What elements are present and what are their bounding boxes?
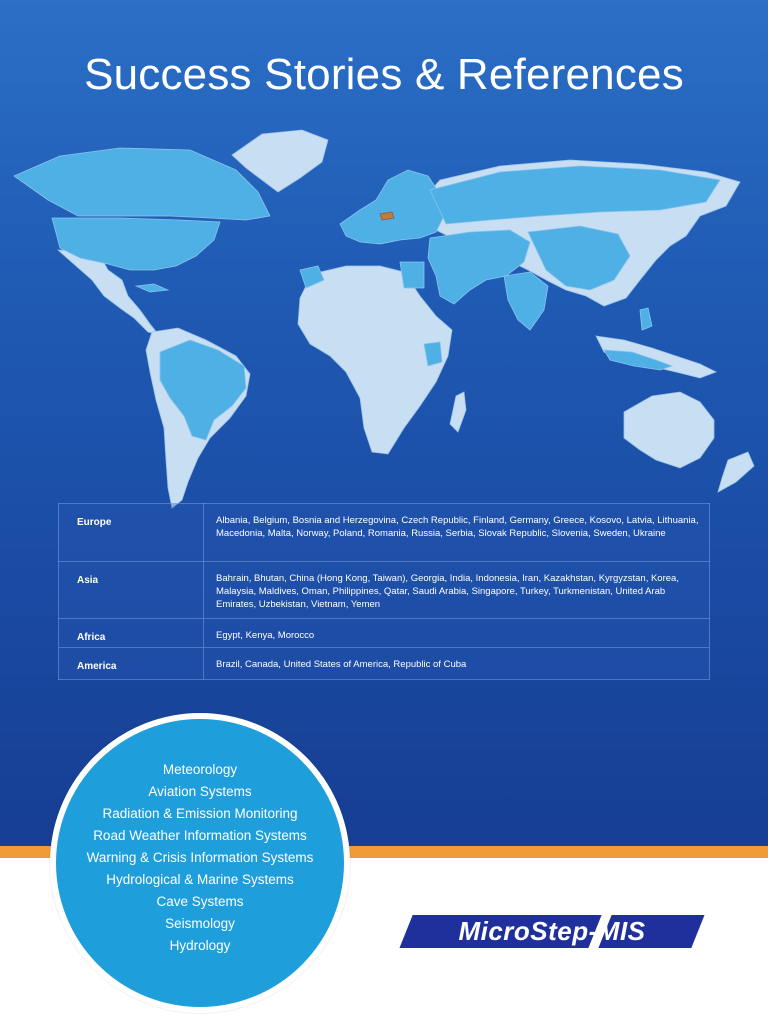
table-row [59,619,710,648]
service-item: Cave Systems [156,894,244,909]
map-europe [340,170,444,244]
company-logo [398,913,706,950]
region-countries: Bahrain, Bhutan, China (Hong Kong, Taiwan), Georgia, India, Indonesia, Iran, Kazakhstan, Kyrgyzstan, Korea, Malaysia, Maldives, Oman, Philippines, Qatar, Saudi Arabia, Singapore, Turkey, Turkmenistan, United Arab Emirates, Uzbekistan, Vietnam, Yemen [204,562,710,619]
service-item: Hydrological & Marine Systems [106,872,294,887]
map-new-zealand [718,452,754,492]
region-label: Africa [59,619,204,648]
service-item: Radiation & Emission Monitoring [102,806,298,821]
service-item: Warning & Crisis Information Systems [86,850,314,865]
map-madagascar [450,392,466,432]
map-canada [14,148,270,220]
region-countries: Brazil, Canada, United States of America, Republic of Cuba [204,648,710,680]
map-cuba [136,284,168,292]
world-map [0,120,768,520]
references-table [58,503,710,680]
map-egypt [400,262,424,288]
map-india [504,272,548,330]
table-row [59,648,710,680]
page-title: Success Stories & References [84,50,684,99]
region-label: America [59,648,204,680]
service-item: Seismology [165,916,235,931]
service-item: Meteorology [162,762,238,777]
services-circle [50,713,350,1013]
table-row [59,562,710,619]
map-australia [624,392,714,468]
logo-text: MicroStep-MIS [458,916,646,946]
region-label: Asia [59,562,204,619]
table-row [59,504,710,562]
service-item: Hydrology [169,938,231,953]
service-item: Road Weather Information Systems [93,828,307,843]
region-countries: Albania, Belgium, Bosnia and Herzegovina, Czech Republic, Finland, Germany, Greece, Kosovo, Latvia, Lithuania, Macedonia, Malta, Norway, Poland, Romania, Russia, Serbia, Slovak Republic, Slovenia, Sweden, Ukraine [204,504,710,562]
region-label: Europe [59,504,204,562]
region-countries: Egypt, Kenya, Morocco [204,619,710,648]
map-philippines [640,308,652,330]
service-item: Aviation Systems [148,784,252,799]
services-list [56,759,344,957]
